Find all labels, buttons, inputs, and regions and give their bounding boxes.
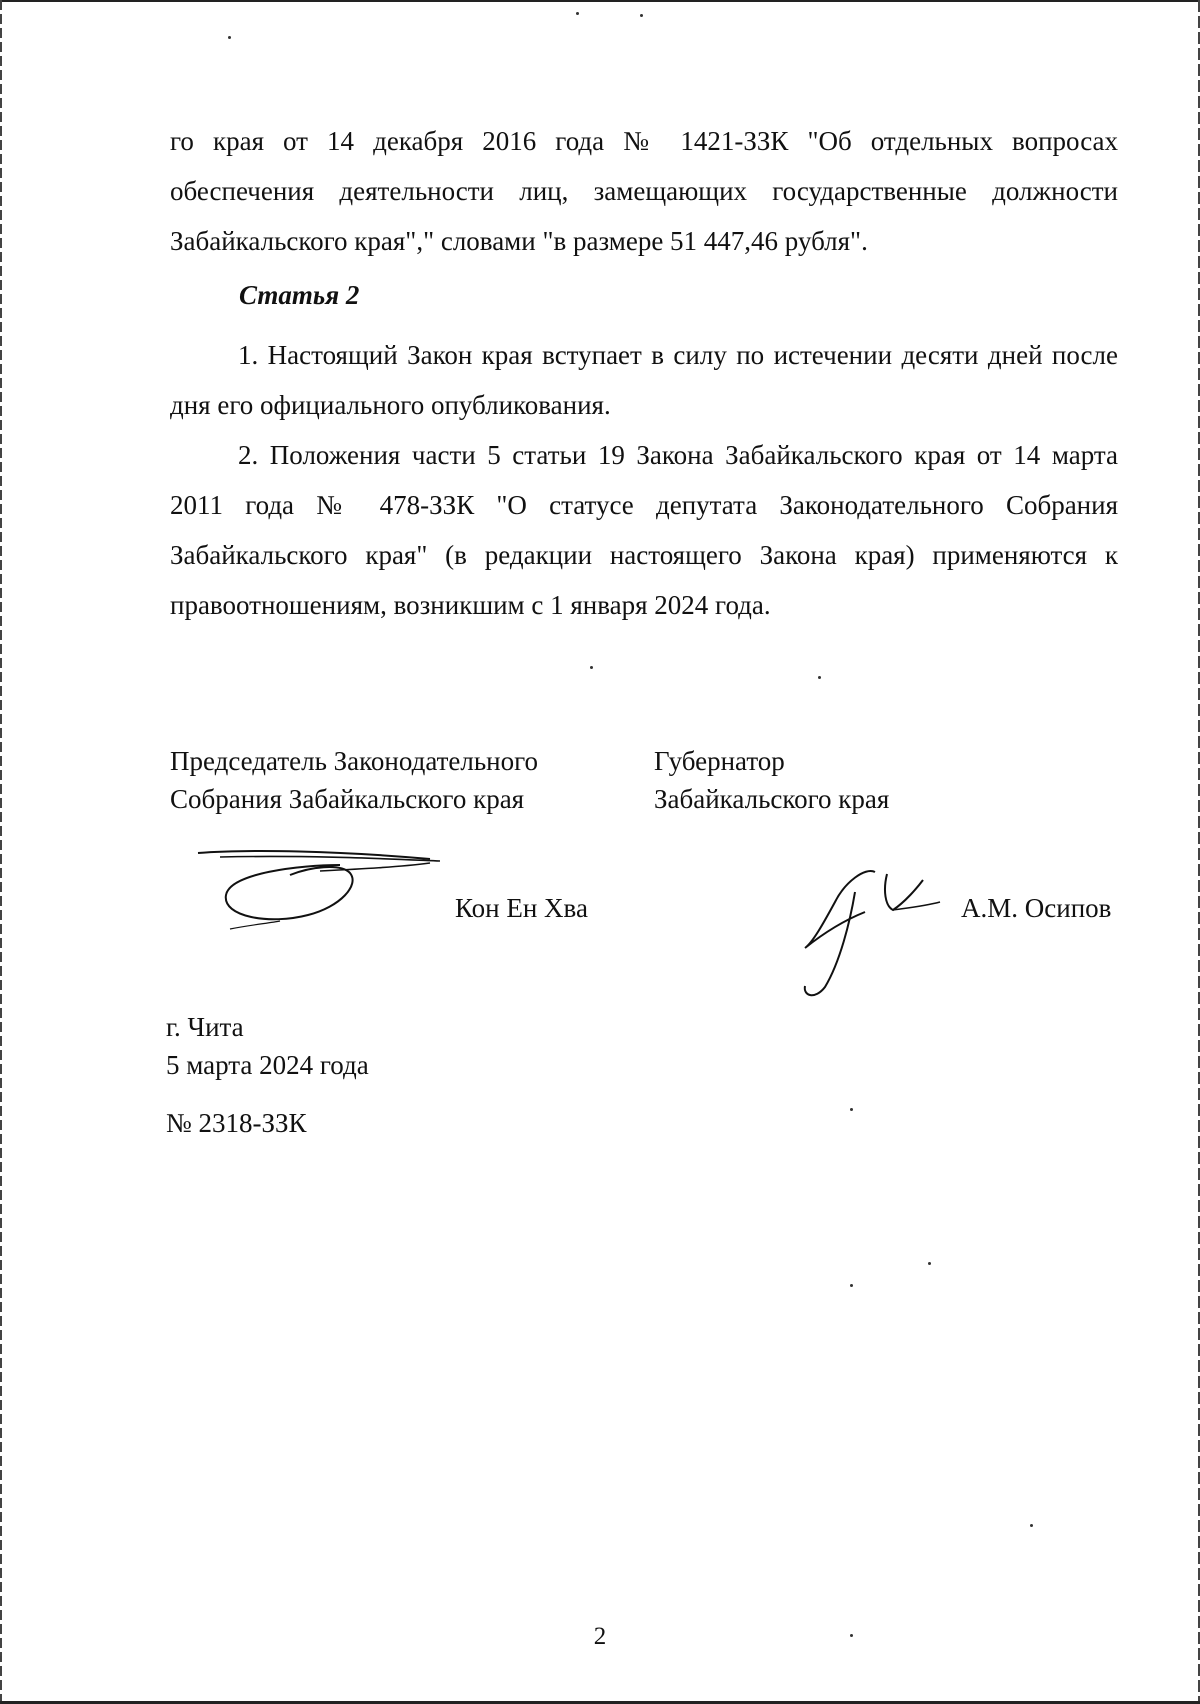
- scan-speck: [818, 676, 821, 679]
- continuation-block: [170, 116, 1118, 266]
- scan-speck: [928, 1262, 931, 1265]
- left-signatory-name: Кон Ен Хва: [455, 893, 588, 923]
- scan-speck: [228, 36, 231, 39]
- right-title-line-1: Губернатор: [654, 746, 785, 776]
- scan-speck: [850, 1284, 853, 1287]
- place-date-block: [166, 1008, 369, 1084]
- right-signatory-name: А.М. Осипов: [961, 893, 1112, 923]
- scan-speck: [850, 1634, 853, 1637]
- left-title-line-2: Собрания Забайкальского края: [170, 784, 525, 814]
- date: 5 марта 2024 года: [166, 1050, 369, 1080]
- scan-speck: [590, 666, 593, 669]
- article-heading: Статья 2: [239, 280, 360, 310]
- scan-speck: [1030, 1524, 1033, 1527]
- scan-speck: [640, 14, 643, 17]
- right-signature: [795, 862, 945, 1002]
- continuation-paragraph: го края от 14 декабря 2016 года № 1421-ЗЗК "Об отдельных вопросах обеспечения деятельности лиц, замещающих государственные должности Забайкальского края"," словами "в размере 51 447,46 рубля".: [170, 126, 1118, 256]
- page-number: 2: [593, 1623, 607, 1650]
- scan-speck: [576, 12, 579, 15]
- article-paragraph-2: 2. Положения части 5 статьи 19 Закона Забайкальского края от 14 марта 2011 года № 478-ЗЗК "О статусе депутата Законодательного Собрания Забайкальского края" (в редакции настоящего Закона края) применяются к правоотношениям, возникшим с 1 января 2024 года.: [170, 440, 1118, 620]
- article-body: [170, 330, 1118, 630]
- article-paragraph-1: 1. Настоящий Закон края вступает в силу по истечении десяти дней после дня его официального опубликования.: [170, 340, 1118, 420]
- right-title-line-2: Забайкальского края: [654, 784, 890, 814]
- scan-border-top: [0, 0, 1200, 2]
- left-signature: [190, 845, 450, 945]
- scan-speck: [850, 1108, 853, 1111]
- place: г. Чита: [166, 1012, 244, 1042]
- law-number: № 2318-ЗЗК: [166, 1108, 307, 1138]
- left-title-line-1: Председатель Законодательного: [170, 746, 539, 776]
- right-signatory-title: [654, 742, 889, 818]
- left-signatory-title: [170, 742, 538, 818]
- scan-border-left: [0, 0, 2, 1704]
